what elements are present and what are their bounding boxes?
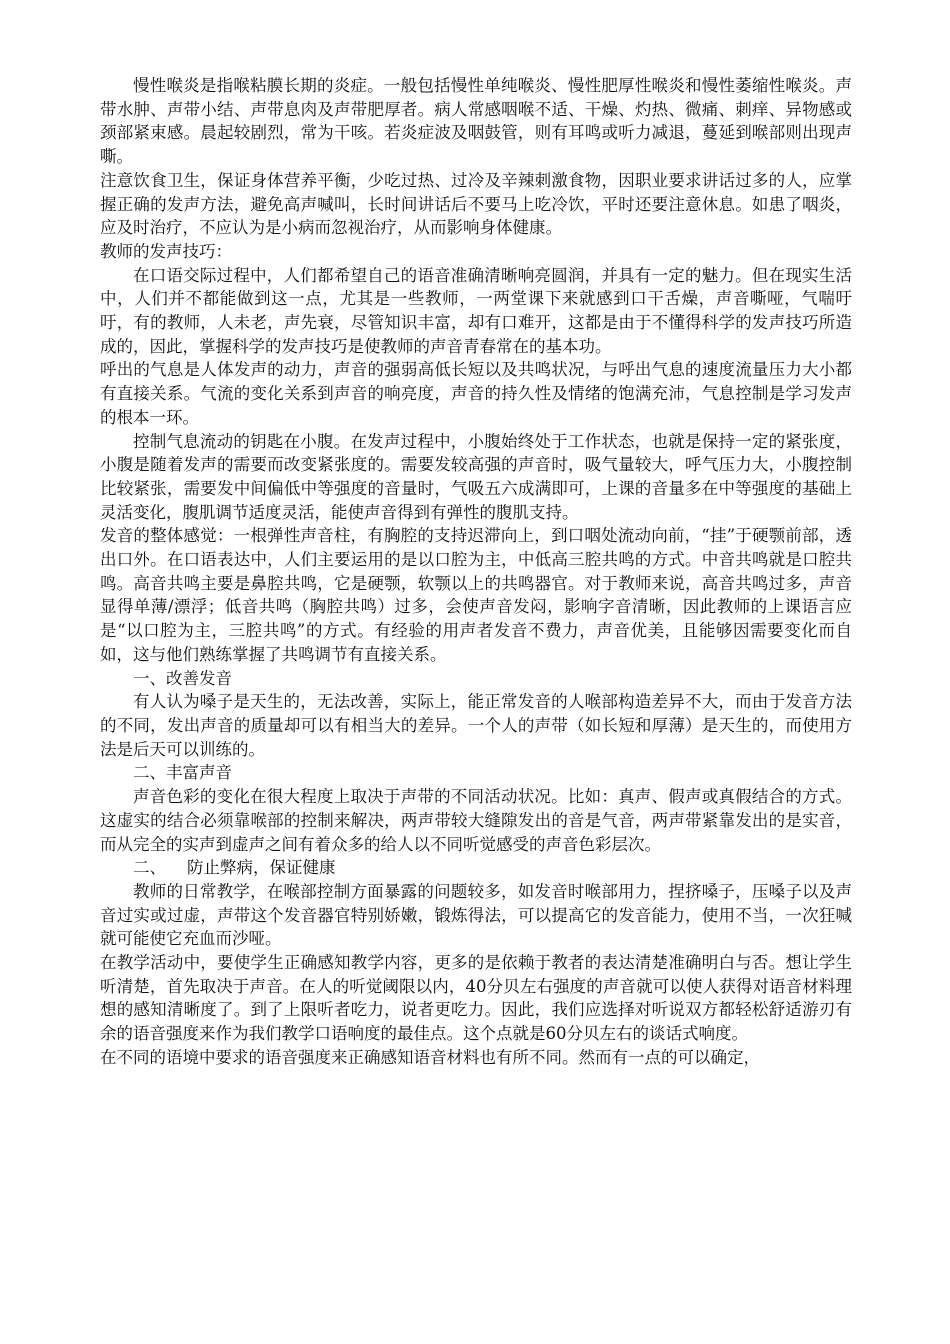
heading-prevent-problems: 二、 防止弊病，保证健康 [133,858,336,878]
paragraph-context-volume: 在不同的语境中要求的语音强度来正确感知语音材料也有所不同。然而有一点的可以确定， [100,1047,760,1067]
document-page [100,74,852,1070]
paragraph-prevent-problems: 教师的日常教学，在喉部控制方面暴露的问题较多，如发音时喉部用力，捏挤嗓子，压嗓子以及声音过实或过虚，声带这个发音器官特别娇嫩，锻炼得法，可以提高它的发音能力，使用不当，一次狂喊就可能使它充血而沙哑。 [100,881,852,949]
paragraph-oral-communication: 在口语交际过程中，人们都希望自己的语音准确清晰响亮圆润，并具有一定的魅力。但在现实生活中，人们并不都能做到这一点，尤其是一些教师，一两堂课下来就感到口干舌燥，声音嘶哑，气喘吁吁，有的教师，人未老，声先衰，尽管知识丰富，却有口难开，这都是由于不懂得科学的发声技巧所造成的，因此，掌握科学的发声技巧是使教师的声音青春常在的基本功。 [100,265,852,356]
paragraph-enrich-voice: 声音色彩的变化在很大程度上取决于声带的不同活动状况。比如：真声、假声或真假结合的方式。这虚实的结合必须靠喉部的控制来解决，两声带较大缝隙发出的音是气音，两声带紧靠发出的是实音，而从完全的实声到虚声之间有着众多的给人以不同听觉感受的声音色彩层次。 [100,787,852,854]
heading-improve-pronunciation: 一、改善发音 [133,668,232,688]
paragraph-chronic-laryngitis: 慢性喉炎是指喉粘膜长期的炎症。一般包括慢性单纯喉炎、慢性肥厚性喉炎和慢性萎缩性喉炎。声带水肿、声带小结、声带息肉及声带肥厚者。病人常感咽喉不适、干燥、灼热、微痛、刺痒、异物感或颈部紧束感。晨起较剧烈，常为干咳。若炎症波及咽鼓管，则有耳鸣或听力减退，蔓延到喉部则出现声嘶。 [100,76,852,167]
paragraph-teaching-volume: 在教学活动中，要使学生正确感知教学内容，更多的是依赖于教者的表达清楚准确明白与否。想让学生听清楚，首先取决于声音。在人的听觉阈限以内，40分贝左右强度的声音就可以使人获得对语音材料理想的感知清晰度了。到了上限听者吃力，说者更吃力。因此，我们应选择对听说双方都轻松舒适游刃有余的语音强度来作为我们教学口语响度的最佳点。这个点就是60分贝左右的谈话式响度。 [100,953,852,1044]
paragraph-resonance: 发音的整体感觉：一根弹性声音柱，有胸腔的支持迟滞向上，到口咽处流动向前，“挂”于硬颚前部，透出口外。在口语表达中，人们主要运用的是以口腔为主，中低高三腔共鸣的方式。中音共鸣就是口腔共鸣。高音共鸣主要是鼻腔共鸣，它是硬颚，软颚以上的共鸣器官。对于教师来说，高音共鸣过多，声音显得单薄/漂浮；低音共鸣（胸腔共鸣）过多，会使声音发闷，影响字音清晰，因此教师的上课语言应是“以口腔为主，三腔共鸣”的方式。有经验的用声者发音不费力，声音优美，且能够因需要变化而自如，这与他们熟练掌握了共鸣调节有直接关系。 [100,526,852,664]
section-title-teacher-voice-skills: 教师的发声技巧： [100,241,232,261]
paragraph-breath-power: 呼出的气息是人体发声的动力，声音的强弱高低长短以及共鸣状况，与呼出气息的速度流量压力大小都有直接关系。气流的变化关系到声音的响亮度，声音的持久性及情绪的饱满充沛，气息控制是学习发声的根本一环。 [100,360,852,427]
paragraph-breath-control: 控制气息流动的钥匙在小腹。在发声过程中，小腹始终处于工作状态，也就是保持一定的紧张度，小腹是随着发声的需要而改变紧张度的。需要发较高强的声音时，吸气量较大，呼气压力大，小腹控制比较紧张，需要发中间偏低中等强度的音量时，气吸五六成满即可，上课的音量多在中等强度的基础上灵活变化，腹肌调节适度灵活，能使声音得到有弹性的腹肌支持。 [100,431,852,522]
paragraph-diet-advice: 注意饮食卫生，保证身体营养平衡，少吃过热、过冷及辛辣刺激食物，因职业要求讲话过多的人，应掌握正确的发声方法，避免高声喊叫，长时间讲话后不要马上吃冷饮，平时还要注意休息。如患了咽炎，应及时治疗，不应认为是小病而忽视治疗，从而影响身体健康。 [100,170,852,238]
paragraph-improve-pronunciation: 有人认为嗓子是天生的，无法改善，实际上，能正常发音的人喉部构造差异不大，而由于发音方法的不同，发出声音的质量却可以有相当大的差异。一个人的声带（如长短和厚薄）是天生的，而使用方法是后天可以训练的。 [100,692,852,759]
heading-enrich-voice: 二、丰富声音 [133,763,232,783]
